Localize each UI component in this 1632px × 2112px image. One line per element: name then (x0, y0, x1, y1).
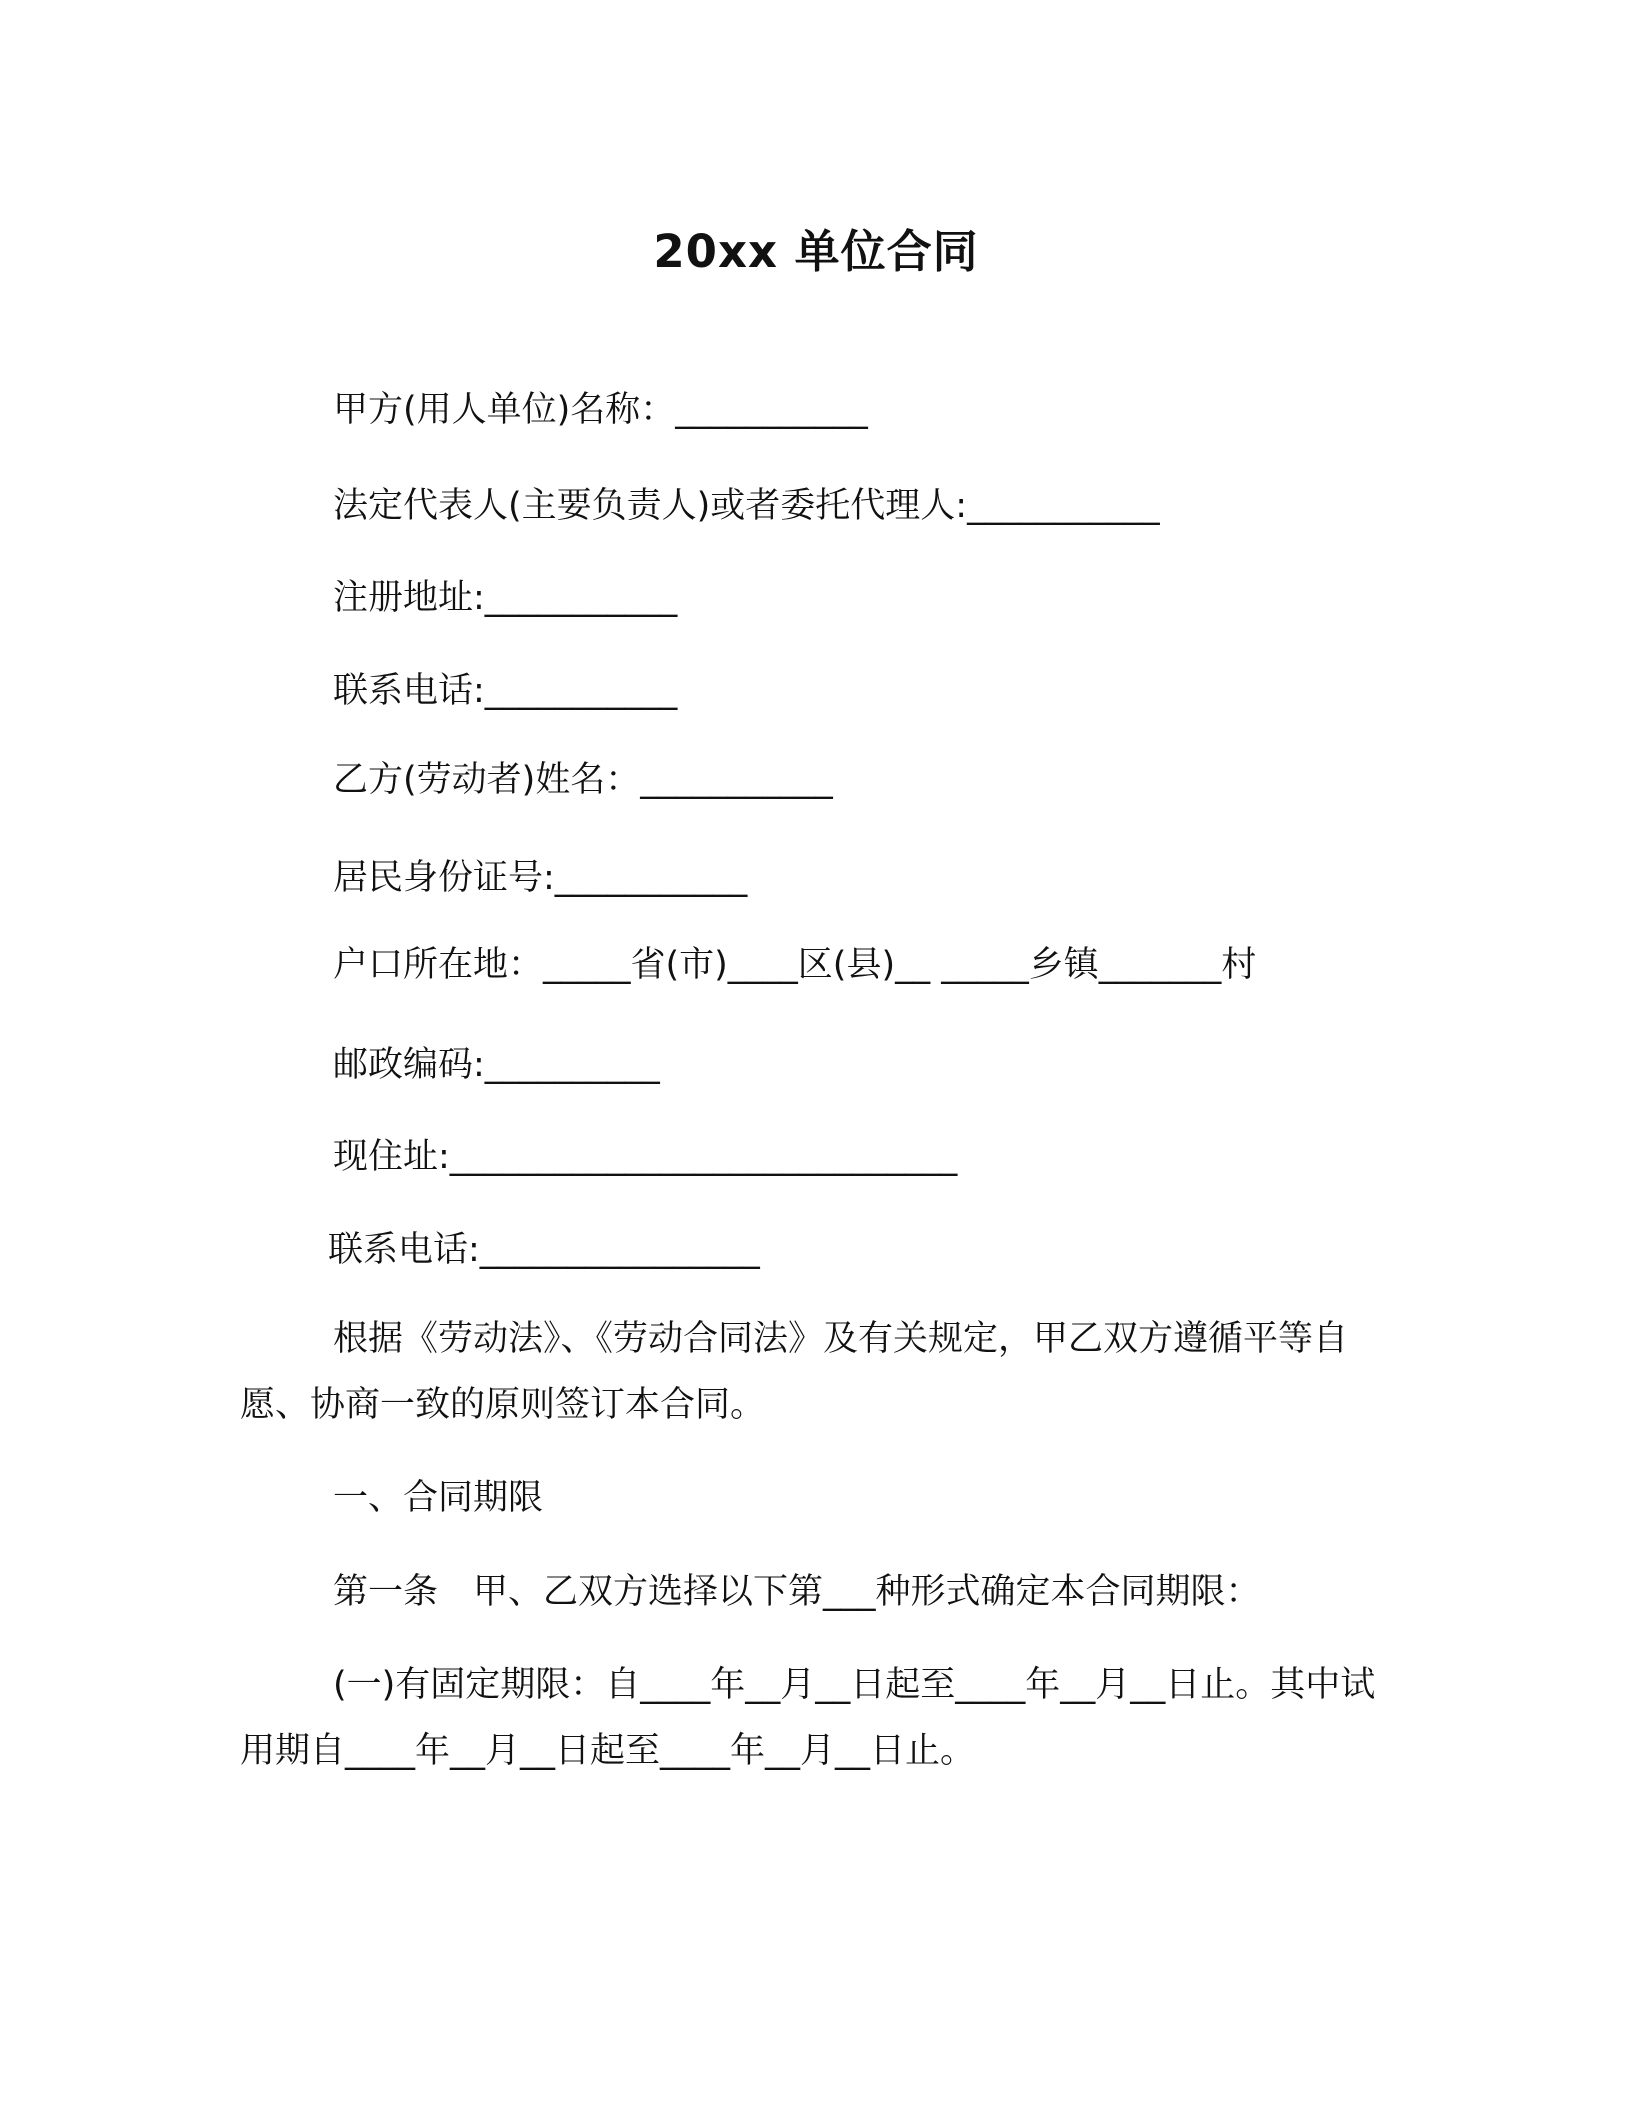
article-1: 第一条 甲、乙双方选择以下第___种形式确定本合同期限： (333, 1572, 1261, 1612)
field-household-registration: 户口所在地：_____省(市)____区(县)__ _____乡镇_______村 (333, 945, 1257, 985)
field-registered-address: 注册地址:___________ (333, 578, 678, 618)
field-employer-phone: 联系电话:___________ (333, 671, 678, 711)
field-postal-code: 邮政编码:__________ (333, 1045, 660, 1085)
field-legal-representative: 法定代表人(主要负责人)或者委托代理人:___________ (333, 486, 1160, 526)
intro-paragraph: 根据《劳动法》、《劳动合同法》及有关规定，甲乙双方遵循平等自愿、协商一致的原则签订本合同。 (240, 1319, 1349, 1425)
field-employee-name: 乙方(劳动者)姓名：___________ (333, 760, 833, 800)
document-title: 20xx 单位合同 (653, 225, 979, 278)
field-employer-name: 甲方(用人单位)名称：___________ (333, 390, 868, 430)
field-current-address: 现住址:_____________________________ (333, 1137, 958, 1177)
field-id-number: 居民身份证号:___________ (333, 858, 748, 898)
field-employee-phone: 联系电话:________________ (328, 1230, 760, 1270)
clause-1: (一)有固定期限：自____年__月__日起至____年__月__日止。其中试用期自____年__月__日起至____年__月__日止。 (240, 1665, 1376, 1771)
section-heading: 一、合同期限 (333, 1478, 544, 1518)
